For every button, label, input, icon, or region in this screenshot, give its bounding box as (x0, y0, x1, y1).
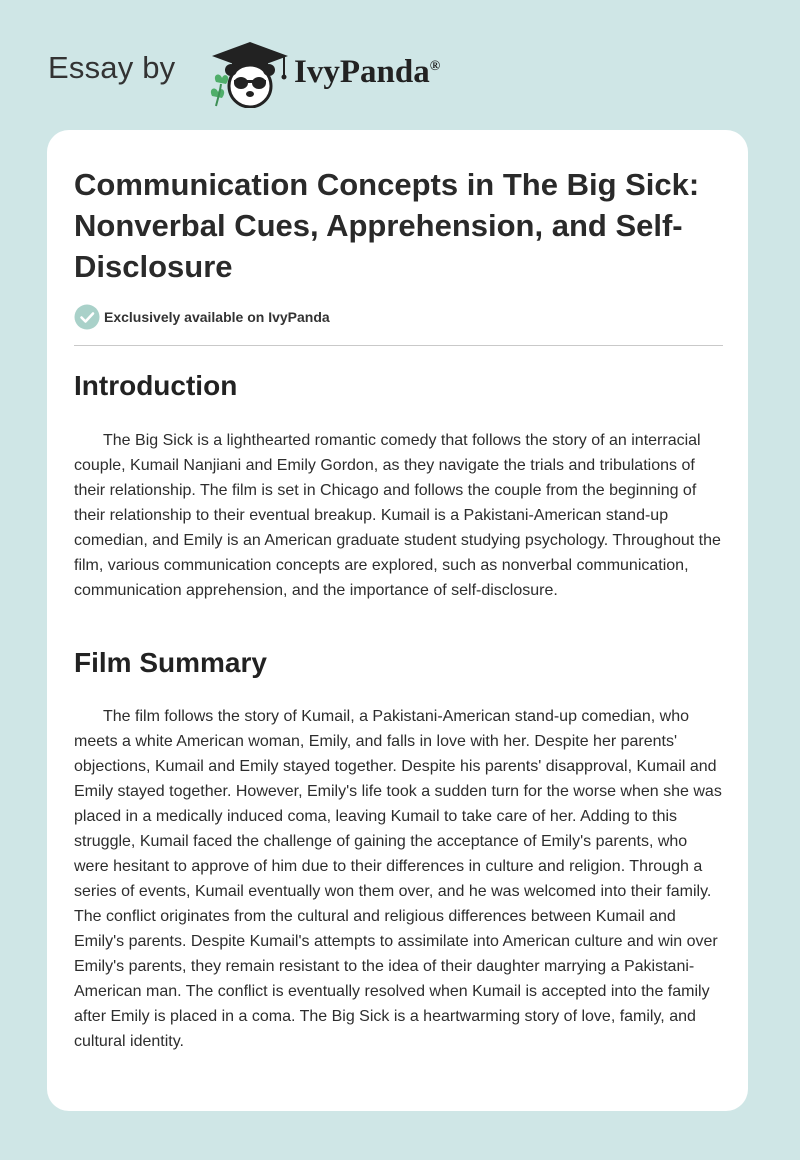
essay-card (47, 130, 748, 1111)
section-body-film-summary: The film follows the story of Kumail, a Pakistani-American stand-up comedian, who meets a white American woman, Emily, and falls in love with her. Despite her parents' objections, Kumail and Emily stayed together. Despite his parents' disapproval, Kumail and Emily stayed together. However, Emily's life took a sudden turn for the worse when she was placed in a medically induced coma, leaving Kumail to take care of her. Adding to this struggle, Kumail faced the challenge of gaining the acceptance of Emily's parents, who were hesitant to approve of him due to their differences in culture and religion. Through a series of events, Kumail eventually won them over, and he was welcomed into their family. The conflict originates from the cultural and religious differences between Kumail and Emily's parents. Despite Kumail's attempts to assimilate into American culture and win over Emily's parents, they remain resistant to the idea of their daughter marrying a Pakistani-American man. The conflict is eventually resolved when Kumail is accepted into the family after Emily is placed in a coma. The Big Sick is a heartwarming story of love, family, and cultural identity. (74, 708, 722, 1050)
exclusive-badge (74, 304, 330, 330)
check-circle-icon (74, 304, 100, 330)
essay-by-label: Essay by (48, 50, 176, 85)
exclusive-badge-label: Exclusively available on IvyPanda (104, 309, 330, 325)
title-divider (74, 345, 723, 346)
site-header (48, 38, 648, 108)
section-heading-introduction: Introduction (74, 370, 238, 401)
section-heading-film-summary: Film Summary (74, 647, 267, 678)
trademark-mark: ® (429, 59, 441, 74)
ivypanda-logo-icon[interactable] (202, 38, 290, 108)
section-body-introduction: The Big Sick is a lighthearted romantic comedy that follows the story of an interracial couple, Kumail Nanjiani and Emily Gordon, as they navigate the trials and tribulations of their relationship. The film is set in Chicago and follows the couple from the beginning of their relationship to their eventual breakup. Kumail is a Pakistani-American stand-up comedian, and Emily is an American graduate student studying psychology. Throughout the film, various communication concepts are explored, such as nonverbal communication, communication apprehension, and the importance of self-disclosure. (74, 432, 721, 599)
page-title: Communication Concepts in The Big Sick: Nonverbal Cues, Apprehension, and Self-Disclosure (74, 167, 700, 284)
brand-name[interactable]: IvyPanda® (294, 54, 441, 90)
